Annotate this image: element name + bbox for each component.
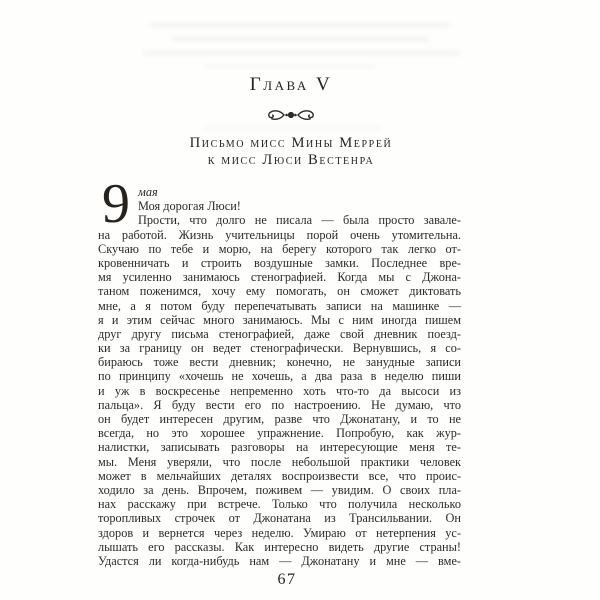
- text-line: на работой. Жизнь учительницы порой очень утомительна.: [98, 227, 461, 242]
- letter-body: [98, 173, 461, 568]
- text-line: друг другу письма стенографией, даже свой дневник поезд-: [98, 326, 461, 341]
- page-showthrough: [205, 64, 375, 69]
- text-line: бираюсь тоже вести дневник; конечно, не занудные записи: [98, 355, 461, 370]
- letter-title-line: Письмо мисс Мины Меррей: [189, 135, 393, 151]
- divider-flourish-icon: [264, 107, 318, 123]
- text-line: всегда, но это хорошее упражнение. Попробую, как жур-: [98, 426, 461, 441]
- drop-cap-date-number: 9: [102, 173, 130, 235]
- text-line: нах расскажу при встрече. Только что получила несколько: [98, 497, 461, 512]
- text-line: по принципу «хочешь не хочешь, а два раза в неделю пиши: [98, 369, 461, 384]
- text-line: мы. Меня уверяли, что после небольшой практики человек: [98, 454, 461, 469]
- letter-title: [110, 135, 472, 170]
- text-line: я и этим сейчас много занимаюсь. Мы с ним иногда пишем: [98, 312, 461, 327]
- text-line: может в мельчайших деталях воспроизвести все, что проис-: [98, 468, 461, 483]
- text-line: здоров и вернется через неделю. Умираю от нетерпения ус-: [98, 525, 461, 540]
- chapter-heading: Глава V: [249, 74, 333, 95]
- text-line: налистки, записывать разговоры на интересующие меня те-: [98, 440, 461, 455]
- page-number: 67: [277, 571, 297, 588]
- page-showthrough: [150, 22, 450, 28]
- text-line: торопливых строчек от Джонатана из Трансильвании. Он: [98, 511, 461, 526]
- text-line: Прости, что долго не писала — была просто завале-: [138, 213, 461, 228]
- text-line: ки за границу он ведет стенографически. Вернувшись, я со-: [98, 341, 461, 356]
- salutation-line: Моя дорогая Люси!: [138, 199, 241, 214]
- text-line: кровенничать и строить воздушные замки. Последнее вре-: [98, 255, 461, 270]
- page-showthrough: [172, 36, 430, 42]
- text-line: мя усиленно занимаюсь стенографией. Когда мы с Джона-: [98, 270, 461, 285]
- text-line: и уж в воскресенье непременно хоть что-то да высоси из: [98, 383, 461, 398]
- text-line: Удастся ли когда-нибудь нам — Джонатану и мне — вме-: [98, 553, 461, 568]
- text-line: таном поженимся, хочу ему помогать, он сможет диктовать: [98, 284, 461, 299]
- date-line: мая: [138, 185, 158, 199]
- section-divider: [110, 107, 472, 128]
- text-line: лышать его рассказы. Как интересно видеть другие страны!: [98, 539, 461, 554]
- text-line: мне, а я потом буду перепечатывать записи на машинке —: [98, 298, 461, 313]
- text-line: ходило за день. Впрочем, поживем — увидим. О своих пла-: [98, 482, 461, 497]
- page-showthrough: [142, 50, 460, 56]
- text-line: пальца». Я буду вести его по настроению. Не думаю, что: [98, 397, 461, 412]
- text-line: Скучаю по тебе и морю, на берегу которого так легко от-: [98, 241, 461, 256]
- letter-title-line: к мисс Люси Вестенра: [207, 152, 375, 169]
- text-line: он будет интересен другим, разве что Джонатану, и то не: [98, 412, 461, 427]
